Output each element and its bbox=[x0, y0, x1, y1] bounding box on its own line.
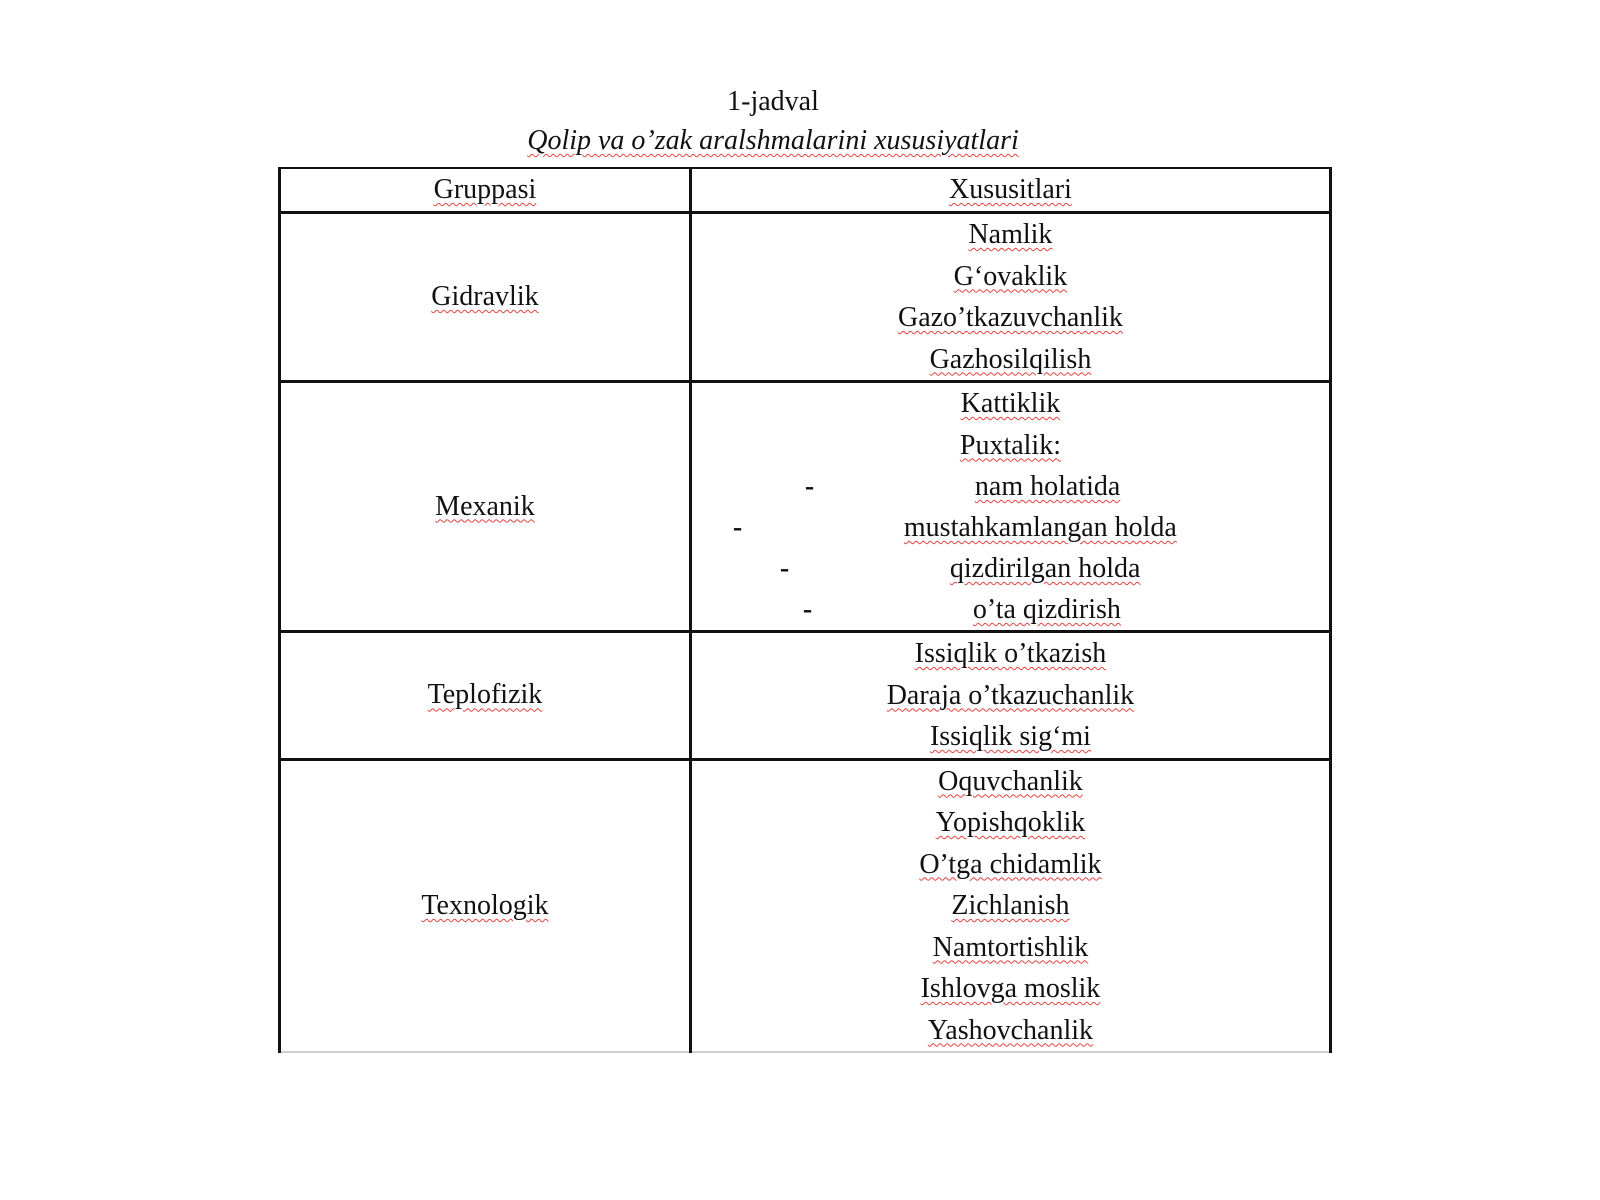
list-item bbox=[692, 1010, 1329, 1052]
group-name: Gidravlik bbox=[431, 281, 539, 312]
property-text: Namtortishlik bbox=[932, 931, 1089, 963]
list-item bbox=[692, 507, 1329, 548]
group-cell-texnologik bbox=[280, 759, 691, 1052]
header-group-label: Gruppasi bbox=[433, 174, 537, 205]
dash-marker: - bbox=[732, 512, 743, 543]
property-text: nam holatida bbox=[974, 471, 1121, 502]
list-item bbox=[692, 761, 1329, 803]
property-text: Daraja o’tkazuchanlik bbox=[886, 679, 1135, 711]
list-item bbox=[692, 675, 1329, 717]
list-item bbox=[692, 214, 1329, 256]
table-row bbox=[280, 632, 1331, 760]
group-name: Mexanik bbox=[435, 490, 535, 522]
dash-marker: - bbox=[804, 471, 815, 502]
properties-cell-mexanik bbox=[690, 382, 1330, 632]
property-text: Ishlovga moslik bbox=[920, 973, 1101, 1004]
list-item bbox=[692, 339, 1329, 381]
table-row bbox=[280, 382, 1331, 632]
properties-table bbox=[278, 167, 1332, 1053]
group-name: Teplofizik bbox=[427, 679, 543, 711]
table-number bbox=[0, 86, 1546, 118]
group-cell-gidravlik bbox=[280, 213, 691, 382]
list-item bbox=[692, 297, 1329, 339]
list-item bbox=[692, 425, 1329, 467]
list-item bbox=[692, 548, 1329, 589]
property-text: G‘ovaklik bbox=[953, 260, 1068, 292]
table-number-text: 1-jadval bbox=[727, 86, 819, 117]
table-row bbox=[280, 759, 1331, 1052]
property-text: Puxtalik: bbox=[959, 429, 1061, 461]
dash-marker: - bbox=[779, 553, 790, 584]
list-item bbox=[692, 716, 1329, 758]
list-item bbox=[692, 466, 1329, 507]
list-item bbox=[692, 633, 1329, 675]
property-text: Issiqlik o’tkazish bbox=[914, 638, 1107, 669]
property-text: mustahkamlangan holda bbox=[903, 512, 1177, 543]
group-name: Texnologik bbox=[421, 889, 549, 921]
list-item bbox=[692, 927, 1329, 969]
property-text: Zichlanish bbox=[951, 890, 1070, 921]
property-text: o’ta qizdirish bbox=[972, 594, 1121, 625]
property-text: Yashovchanlik bbox=[927, 1014, 1094, 1046]
list-item bbox=[692, 256, 1329, 298]
header-properties bbox=[690, 168, 1330, 213]
property-text: Kattiklik bbox=[960, 388, 1061, 419]
dash-marker: - bbox=[802, 594, 813, 625]
property-text: Gazo’tkazuvchanlik bbox=[897, 302, 1123, 333]
table-row bbox=[280, 213, 1331, 382]
list-item bbox=[692, 589, 1329, 630]
property-text: Oquvchanlik bbox=[938, 765, 1083, 797]
header-group bbox=[280, 168, 691, 213]
group-cell-mexanik bbox=[280, 382, 691, 632]
property-text: Issiqlik sig‘mi bbox=[929, 721, 1091, 752]
properties-cell-texnologik bbox=[690, 759, 1330, 1052]
property-text: O’tga chidamlik bbox=[919, 848, 1102, 880]
header-properties-label: Xususitlari bbox=[949, 174, 1072, 205]
list-item bbox=[692, 885, 1329, 927]
property-text: Namlik bbox=[968, 219, 1053, 250]
table-header-row bbox=[280, 168, 1331, 213]
properties-cell-gidravlik bbox=[690, 213, 1330, 382]
list-item bbox=[692, 383, 1329, 425]
property-text: Gazhosilqilish bbox=[929, 343, 1092, 375]
list-item bbox=[692, 844, 1329, 886]
table-title-text: Qolip va o’zak aralshmalarini xususiyatlari bbox=[527, 125, 1019, 156]
property-text: qizdirilgan holda bbox=[949, 553, 1141, 584]
property-text: Yopishqoklik bbox=[935, 807, 1086, 838]
properties-cell-teplofizik bbox=[690, 632, 1330, 760]
group-cell-teplofizik bbox=[280, 632, 691, 760]
list-item bbox=[692, 968, 1329, 1010]
table-title bbox=[0, 124, 1546, 158]
list-item bbox=[692, 802, 1329, 844]
